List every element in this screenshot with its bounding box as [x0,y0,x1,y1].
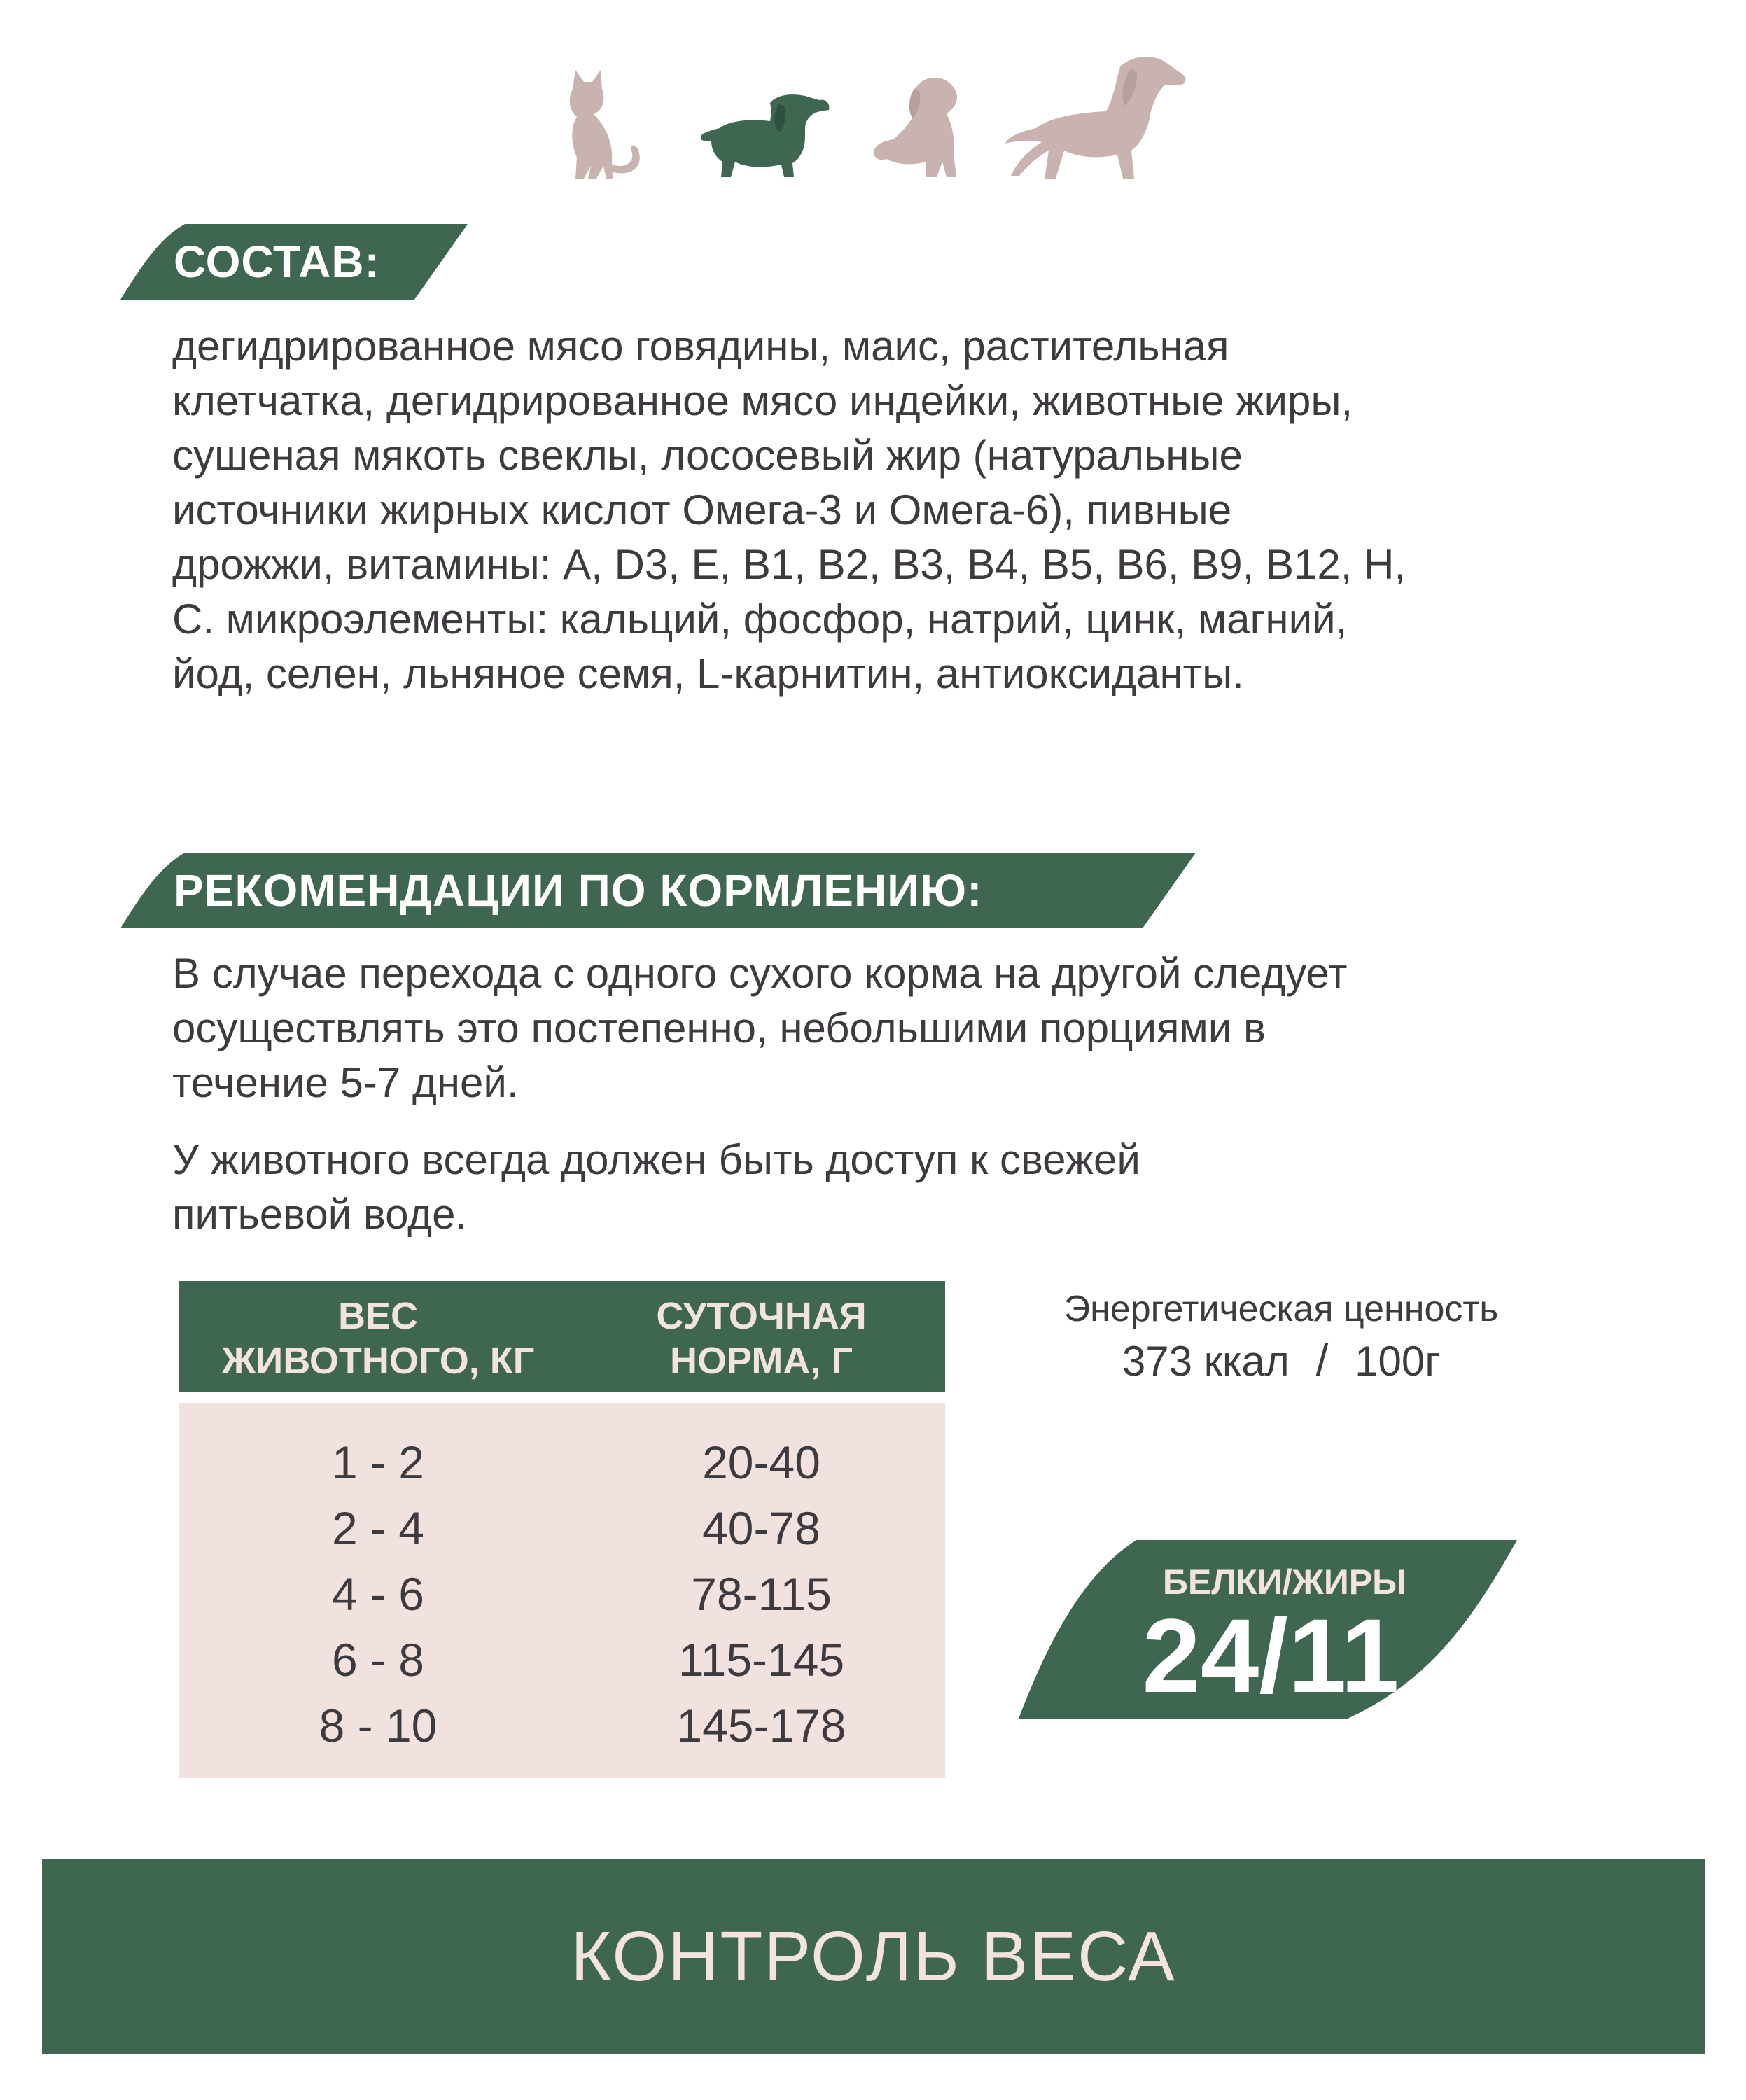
header-line: СУТОЧНАЯ [656,1295,867,1337]
slash-divider: / [1315,1335,1329,1385]
composition-text [172,319,1607,701]
feeding-line: В случае перехода с одного сухого корма на другой следует [172,950,1348,997]
table-row [179,1561,945,1627]
column-header-norm [578,1294,945,1383]
header-line: ЖИВОТНОГО, КГ [221,1340,535,1382]
header-line: НОРМА, Г [670,1340,853,1382]
protein-fat-value: 24/11 [1142,1597,1399,1714]
weight-cell: 6 - 8 [331,1634,425,1686]
table-row [179,1627,945,1693]
table-row [179,1429,945,1495]
large-dog-icon [1005,57,1185,178]
footer-title: КОНТРОЛЬ ВЕСА [571,1917,1176,1996]
composition-line: клетчатка, дегидрированное мясо индейки, животные жиры, [172,377,1353,424]
composition-line: дегидрированное мясо говядины, маис, растительная [172,323,1229,370]
energy-label: Энергетическая ценность [1063,1289,1499,1329]
dachshund-icon [701,94,830,177]
norm-cell: 78-115 [691,1568,832,1620]
feeding-paragraph-1 [172,946,1607,1110]
composition-line: C. микроэлементы: кальций, фосфор, натрий, цинк, магний, [172,596,1348,643]
composition-line: дрожжи, витамины: A, D3, E, B1, B2, B3, B4, B5, B6, B9, B12, H, [172,541,1406,588]
puppy-icon [874,78,957,177]
weight-cell: 8 - 10 [319,1700,438,1751]
feeding-title: РЕКОМЕНДАЦИИ ПО КОРМЛЕНИЮ: [174,865,983,916]
feeding-paragraph-2 [172,1133,1607,1242]
weight-cell: 1 - 2 [331,1436,425,1488]
feeding-line: течение 5-7 дней. [172,1059,519,1106]
table-row [179,1495,945,1561]
norm-cell: 115-145 [678,1634,845,1686]
cat-icon [570,70,640,178]
norm-cell: 40-78 [702,1502,820,1554]
header-line: ВЕС [337,1295,418,1337]
protein-fat-label: БЕЛКИ/ЖИРЫ [1162,1562,1407,1602]
energy-per: 100г [1355,1338,1441,1385]
weight-cell: 4 - 6 [331,1568,425,1620]
feeding-banner [120,853,1199,928]
composition-line: сушеная мякоть свеклы, лососевый жир (натуральные [172,432,1243,479]
composition-line: источники жирных кислот Омега-3 и Омега-6), пивные [172,486,1232,533]
energy-value-block [980,1284,1582,1388]
table-row [179,1693,945,1758]
composition-line: йод, селен, льняное семя, L-карнитин, антиоксиданты. [172,650,1244,697]
composition-title: СОСТАВ: [174,237,380,287]
feeding-line: питьевой воде. [172,1191,468,1238]
animal-icons [0,38,1746,192]
feeding-line: осуществлять это постепенно, небольшими порциями в [172,1004,1266,1051]
norm-cell: 20-40 [702,1436,820,1488]
feeding-line: У животного всегда должен быть доступ к свежей [172,1136,1140,1183]
footer-bar [42,1858,1705,2054]
protein-fat-badge [1019,1540,1523,1718]
norm-cell: 145-178 [676,1700,846,1751]
column-header-weight [179,1294,578,1383]
feeding-table-header [179,1281,945,1392]
animal-icons-row [0,38,1746,192]
energy-kcal: 373 ккал [1122,1338,1290,1385]
weight-cell: 2 - 4 [331,1502,425,1554]
energy-amount [980,1334,1582,1388]
feeding-table-body [179,1403,945,1778]
composition-banner [120,224,470,300]
